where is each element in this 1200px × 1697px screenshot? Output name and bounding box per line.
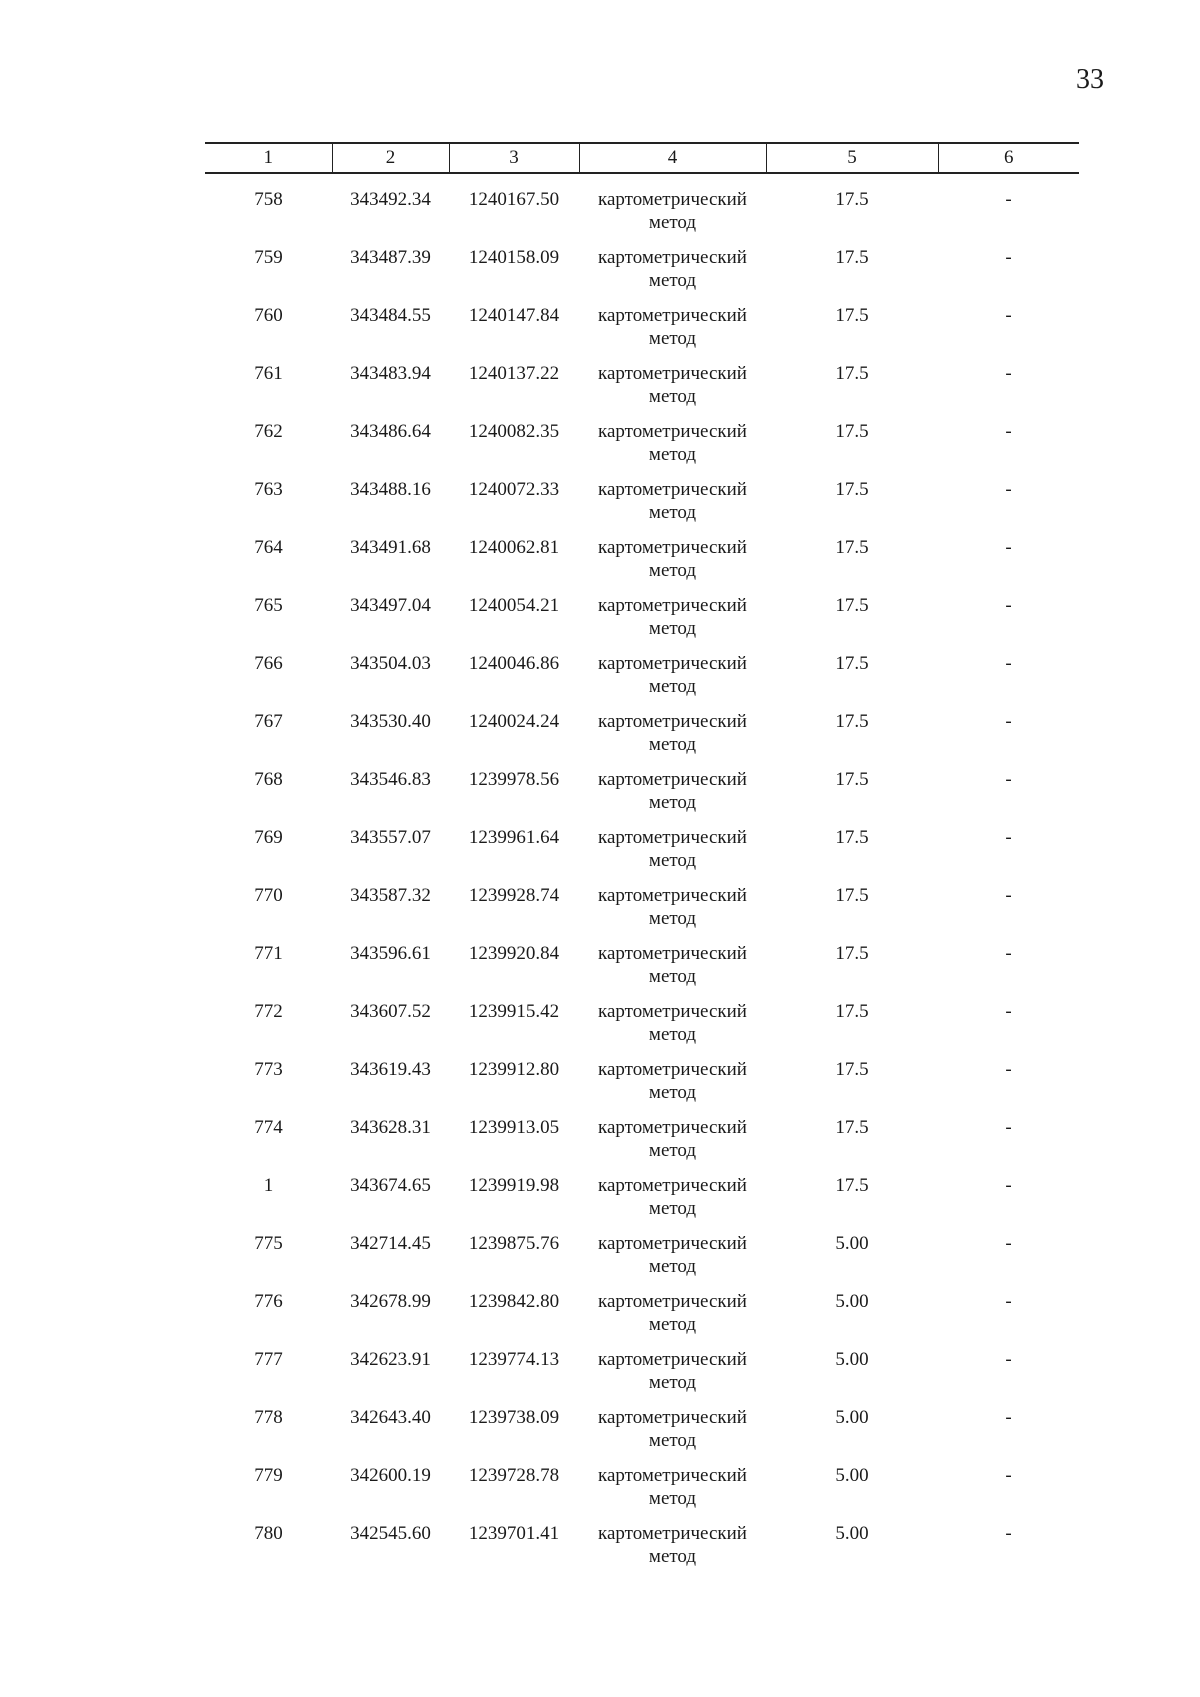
method-line-1: картометрический bbox=[598, 595, 747, 616]
y-coordinate-cell: 1239978.56 bbox=[468, 769, 560, 790]
header-col-3: 3 bbox=[449, 143, 579, 173]
table-row bbox=[205, 652, 1079, 710]
y-coordinate-cell: 1240062.81 bbox=[468, 537, 560, 558]
point-number-cell: 761 bbox=[254, 363, 283, 384]
accuracy-cell: 5.00 bbox=[835, 1291, 869, 1312]
table-row bbox=[205, 826, 1079, 884]
accuracy-cell: 17.5 bbox=[835, 537, 869, 558]
method-cell bbox=[579, 826, 766, 884]
header-col-2: 2 bbox=[332, 143, 449, 173]
method-line-2: метод bbox=[648, 1256, 697, 1277]
point-number-cell: 780 bbox=[254, 1523, 283, 1544]
method-line-2: метод bbox=[648, 560, 697, 581]
method-line-2: метод bbox=[648, 1488, 697, 1509]
point-number-cell: 776 bbox=[254, 1291, 283, 1312]
method-cell bbox=[579, 246, 766, 304]
note-cell: - bbox=[1005, 769, 1012, 790]
method-cell bbox=[579, 1116, 766, 1174]
method-line-1: картометрический bbox=[598, 1117, 747, 1138]
x-coordinate-cell: 343497.04 bbox=[350, 595, 431, 616]
x-coordinate-cell: 343491.68 bbox=[350, 537, 431, 558]
accuracy-cell: 5.00 bbox=[835, 1233, 869, 1254]
method-line-2: метод bbox=[648, 1314, 697, 1335]
point-number-cell: 777 bbox=[254, 1349, 283, 1370]
table-row bbox=[205, 942, 1079, 1000]
method-cell bbox=[579, 768, 766, 826]
accuracy-cell: 17.5 bbox=[835, 421, 869, 442]
y-coordinate-cell: 1239728.78 bbox=[468, 1465, 560, 1486]
table-row bbox=[205, 362, 1079, 420]
point-number-cell: 779 bbox=[254, 1465, 283, 1486]
x-coordinate-cell: 343628.31 bbox=[350, 1117, 431, 1138]
method-line-1: картометрический bbox=[598, 885, 747, 906]
note-cell: - bbox=[1005, 247, 1012, 268]
point-number-cell: 768 bbox=[254, 769, 283, 790]
method-line-2: метод bbox=[648, 1546, 697, 1567]
x-coordinate-cell: 343546.83 bbox=[350, 769, 431, 790]
method-line-1: картометрический bbox=[598, 537, 747, 558]
method-line-1: картометрический bbox=[598, 1523, 747, 1544]
method-line-2: метод bbox=[648, 502, 697, 523]
method-line-2: метод bbox=[648, 1140, 697, 1161]
y-coordinate-cell: 1239912.80 bbox=[468, 1059, 560, 1080]
note-cell: - bbox=[1005, 595, 1012, 616]
y-coordinate-cell: 1239842.80 bbox=[468, 1291, 560, 1312]
point-number-cell: 762 bbox=[254, 421, 283, 442]
table-row bbox=[205, 1116, 1079, 1174]
table-row bbox=[205, 420, 1079, 478]
note-cell: - bbox=[1005, 305, 1012, 326]
accuracy-cell: 17.5 bbox=[835, 1175, 869, 1196]
y-coordinate-cell: 1240167.50 bbox=[468, 189, 560, 210]
y-coordinate-cell: 1240024.24 bbox=[468, 711, 560, 732]
x-coordinate-cell: 343492.34 bbox=[350, 189, 431, 210]
x-coordinate-cell: 343587.32 bbox=[350, 885, 431, 906]
table-row bbox=[205, 1464, 1079, 1522]
point-number-cell: 764 bbox=[254, 537, 283, 558]
method-line-1: картометрический bbox=[598, 769, 747, 790]
method-line-2: метод bbox=[648, 618, 697, 639]
note-cell: - bbox=[1005, 653, 1012, 674]
accuracy-cell: 17.5 bbox=[835, 189, 869, 210]
accuracy-cell: 5.00 bbox=[835, 1407, 869, 1428]
y-coordinate-cell: 1239913.05 bbox=[468, 1117, 560, 1138]
accuracy-cell: 17.5 bbox=[835, 1117, 869, 1138]
point-number-cell: 759 bbox=[254, 247, 283, 268]
table-row bbox=[205, 246, 1079, 304]
table-body bbox=[205, 173, 1079, 1580]
table-row bbox=[205, 1406, 1079, 1464]
method-line-2: метод bbox=[648, 1082, 697, 1103]
method-line-1: картометрический bbox=[598, 943, 747, 964]
method-line-1: картометрический bbox=[598, 363, 747, 384]
table-row bbox=[205, 1174, 1079, 1232]
note-cell: - bbox=[1005, 1465, 1012, 1486]
method-cell bbox=[579, 1232, 766, 1290]
method-cell bbox=[579, 594, 766, 652]
accuracy-cell: 17.5 bbox=[835, 363, 869, 384]
table-header bbox=[205, 143, 1079, 173]
note-cell: - bbox=[1005, 1407, 1012, 1428]
x-coordinate-cell: 343487.39 bbox=[350, 247, 431, 268]
note-cell: - bbox=[1005, 189, 1012, 210]
method-cell bbox=[579, 1522, 766, 1580]
method-cell bbox=[579, 420, 766, 478]
y-coordinate-cell: 1240072.33 bbox=[468, 479, 560, 500]
header-col-5: 5 bbox=[766, 143, 938, 173]
point-number-cell: 771 bbox=[254, 943, 283, 964]
header-col-4: 4 bbox=[579, 143, 766, 173]
method-line-2: метод bbox=[648, 386, 697, 407]
method-line-1: картометрический bbox=[598, 1175, 747, 1196]
x-coordinate-cell: 343486.64 bbox=[350, 421, 431, 442]
method-line-2: метод bbox=[648, 734, 697, 755]
method-line-1: картометрический bbox=[598, 1291, 747, 1312]
accuracy-cell: 5.00 bbox=[835, 1349, 869, 1370]
y-coordinate-cell: 1239919.98 bbox=[468, 1175, 560, 1196]
note-cell: - bbox=[1005, 711, 1012, 732]
note-cell: - bbox=[1005, 363, 1012, 384]
x-coordinate-cell: 343504.03 bbox=[350, 653, 431, 674]
method-line-1: картометрический bbox=[598, 1233, 747, 1254]
point-number-cell: 767 bbox=[254, 711, 283, 732]
method-line-1: картометрический bbox=[598, 1407, 747, 1428]
y-coordinate-cell: 1239928.74 bbox=[468, 885, 560, 906]
point-number-cell: 769 bbox=[254, 827, 283, 848]
point-number-cell: 778 bbox=[254, 1407, 283, 1428]
accuracy-cell: 17.5 bbox=[835, 479, 869, 500]
point-number-cell: 770 bbox=[254, 885, 283, 906]
x-coordinate-cell: 343488.16 bbox=[350, 479, 431, 500]
x-coordinate-cell: 343674.65 bbox=[350, 1175, 431, 1196]
header-col-1: 1 bbox=[205, 143, 332, 173]
table-row bbox=[205, 1000, 1079, 1058]
y-coordinate-cell: 1240046.86 bbox=[468, 653, 560, 674]
method-line-1: картометрический bbox=[598, 247, 747, 268]
y-coordinate-cell: 1240158.09 bbox=[468, 247, 560, 268]
accuracy-cell: 17.5 bbox=[835, 1001, 869, 1022]
y-coordinate-cell: 1239774.13 bbox=[468, 1349, 560, 1370]
point-number-cell: 773 bbox=[254, 1059, 283, 1080]
method-line-1: картометрический bbox=[598, 711, 747, 732]
coordinates-table bbox=[205, 142, 1079, 1580]
header-col-6: 6 bbox=[938, 143, 1079, 173]
accuracy-cell: 5.00 bbox=[835, 1465, 869, 1486]
header-row bbox=[205, 143, 1079, 173]
method-cell bbox=[579, 1348, 766, 1406]
note-cell: - bbox=[1005, 943, 1012, 964]
y-coordinate-cell: 1240137.22 bbox=[468, 363, 560, 384]
y-coordinate-cell: 1239915.42 bbox=[468, 1001, 560, 1022]
method-line-2: метод bbox=[648, 270, 697, 291]
accuracy-cell: 5.00 bbox=[835, 1523, 869, 1544]
method-line-2: метод bbox=[648, 792, 697, 813]
accuracy-cell: 17.5 bbox=[835, 305, 869, 326]
point-number-cell: 758 bbox=[254, 189, 283, 210]
note-cell: - bbox=[1005, 1175, 1012, 1196]
y-coordinate-cell: 1239738.09 bbox=[468, 1407, 560, 1428]
x-coordinate-cell: 342678.99 bbox=[350, 1291, 431, 1312]
method-line-2: метод bbox=[648, 908, 697, 929]
method-cell bbox=[579, 1174, 766, 1232]
method-cell bbox=[579, 173, 766, 246]
accuracy-cell: 17.5 bbox=[835, 247, 869, 268]
table-row bbox=[205, 594, 1079, 652]
note-cell: - bbox=[1005, 1349, 1012, 1370]
method-cell bbox=[579, 1058, 766, 1116]
point-number-cell: 766 bbox=[254, 653, 283, 674]
method-line-2: метод bbox=[648, 1372, 697, 1393]
method-line-1: картометрический bbox=[598, 479, 747, 500]
accuracy-cell: 17.5 bbox=[835, 653, 869, 674]
method-line-1: картометрический bbox=[598, 305, 747, 326]
y-coordinate-cell: 1239701.41 bbox=[468, 1523, 560, 1544]
method-line-2: метод bbox=[648, 1430, 697, 1451]
note-cell: - bbox=[1005, 827, 1012, 848]
x-coordinate-cell: 343596.61 bbox=[350, 943, 431, 964]
method-line-1: картометрический bbox=[598, 827, 747, 848]
point-number-cell: 763 bbox=[254, 479, 283, 500]
method-cell bbox=[579, 362, 766, 420]
y-coordinate-cell: 1239961.64 bbox=[468, 827, 560, 848]
note-cell: - bbox=[1005, 1523, 1012, 1544]
method-cell bbox=[579, 304, 766, 362]
method-line-1: картометрический bbox=[598, 1349, 747, 1370]
method-cell bbox=[579, 710, 766, 768]
accuracy-cell: 17.5 bbox=[835, 595, 869, 616]
accuracy-cell: 17.5 bbox=[835, 711, 869, 732]
x-coordinate-cell: 342600.19 bbox=[350, 1465, 431, 1486]
method-line-1: картометрический bbox=[598, 421, 747, 442]
method-cell bbox=[579, 1000, 766, 1058]
method-line-2: метод bbox=[648, 1024, 697, 1045]
point-number-cell: 765 bbox=[254, 595, 283, 616]
x-coordinate-cell: 342623.91 bbox=[350, 1349, 431, 1370]
point-number-cell: 774 bbox=[254, 1117, 283, 1138]
method-cell bbox=[579, 1406, 766, 1464]
method-cell bbox=[579, 652, 766, 710]
table-row bbox=[205, 1290, 1079, 1348]
y-coordinate-cell: 1239920.84 bbox=[468, 943, 560, 964]
table-row bbox=[205, 478, 1079, 536]
method-line-2: метод bbox=[648, 676, 697, 697]
x-coordinate-cell: 343530.40 bbox=[350, 711, 431, 732]
note-cell: - bbox=[1005, 1059, 1012, 1080]
x-coordinate-cell: 343619.43 bbox=[350, 1059, 431, 1080]
note-cell: - bbox=[1005, 537, 1012, 558]
table-row bbox=[205, 710, 1079, 768]
note-cell: - bbox=[1005, 1117, 1012, 1138]
x-coordinate-cell: 343484.55 bbox=[350, 305, 431, 326]
accuracy-cell: 17.5 bbox=[835, 769, 869, 790]
table-row bbox=[205, 1232, 1079, 1290]
note-cell: - bbox=[1005, 1233, 1012, 1254]
method-cell bbox=[579, 1464, 766, 1522]
method-line-2: метод bbox=[648, 328, 697, 349]
method-line-2: метод bbox=[648, 212, 697, 233]
table-row bbox=[205, 768, 1079, 826]
table-row bbox=[205, 884, 1079, 942]
note-cell: - bbox=[1005, 1291, 1012, 1312]
x-coordinate-cell: 343607.52 bbox=[350, 1001, 431, 1022]
method-line-2: метод bbox=[648, 966, 697, 987]
table-row bbox=[205, 173, 1079, 246]
y-coordinate-cell: 1240147.84 bbox=[468, 305, 560, 326]
table-row bbox=[205, 536, 1079, 594]
table-row bbox=[205, 1348, 1079, 1406]
method-line-2: метод bbox=[648, 1198, 697, 1219]
note-cell: - bbox=[1005, 479, 1012, 500]
method-cell bbox=[579, 536, 766, 594]
table-row bbox=[205, 1522, 1079, 1580]
y-coordinate-cell: 1239875.76 bbox=[468, 1233, 560, 1254]
y-coordinate-cell: 1240054.21 bbox=[468, 595, 560, 616]
table-row bbox=[205, 1058, 1079, 1116]
y-coordinate-cell: 1240082.35 bbox=[468, 421, 560, 442]
accuracy-cell: 17.5 bbox=[835, 1059, 869, 1080]
method-line-1: картометрический bbox=[598, 1001, 747, 1022]
x-coordinate-cell: 343483.94 bbox=[350, 363, 431, 384]
x-coordinate-cell: 342545.60 bbox=[350, 1523, 431, 1544]
x-coordinate-cell: 342643.40 bbox=[350, 1407, 431, 1428]
method-cell bbox=[579, 478, 766, 536]
method-line-1: картометрический bbox=[598, 1465, 747, 1486]
point-number-cell: 775 bbox=[254, 1233, 283, 1254]
accuracy-cell: 17.5 bbox=[835, 885, 869, 906]
point-number-cell: 1 bbox=[263, 1175, 274, 1196]
page-number: 33 bbox=[1076, 64, 1104, 95]
method-line-1: картометрический bbox=[598, 189, 747, 210]
x-coordinate-cell: 342714.45 bbox=[350, 1233, 431, 1254]
method-line-2: метод bbox=[648, 850, 697, 871]
method-line-2: метод bbox=[648, 444, 697, 465]
point-number-cell: 772 bbox=[254, 1001, 283, 1022]
accuracy-cell: 17.5 bbox=[835, 827, 869, 848]
table-row bbox=[205, 304, 1079, 362]
method-cell bbox=[579, 884, 766, 942]
x-coordinate-cell: 343557.07 bbox=[350, 827, 431, 848]
method-cell bbox=[579, 942, 766, 1000]
coordinates-table-container bbox=[205, 142, 1079, 1580]
note-cell: - bbox=[1005, 421, 1012, 442]
note-cell: - bbox=[1005, 885, 1012, 906]
method-cell bbox=[579, 1290, 766, 1348]
accuracy-cell: 17.5 bbox=[835, 943, 869, 964]
method-line-1: картометрический bbox=[598, 1059, 747, 1080]
note-cell: - bbox=[1005, 1001, 1012, 1022]
method-line-1: картометрический bbox=[598, 653, 747, 674]
point-number-cell: 760 bbox=[254, 305, 283, 326]
